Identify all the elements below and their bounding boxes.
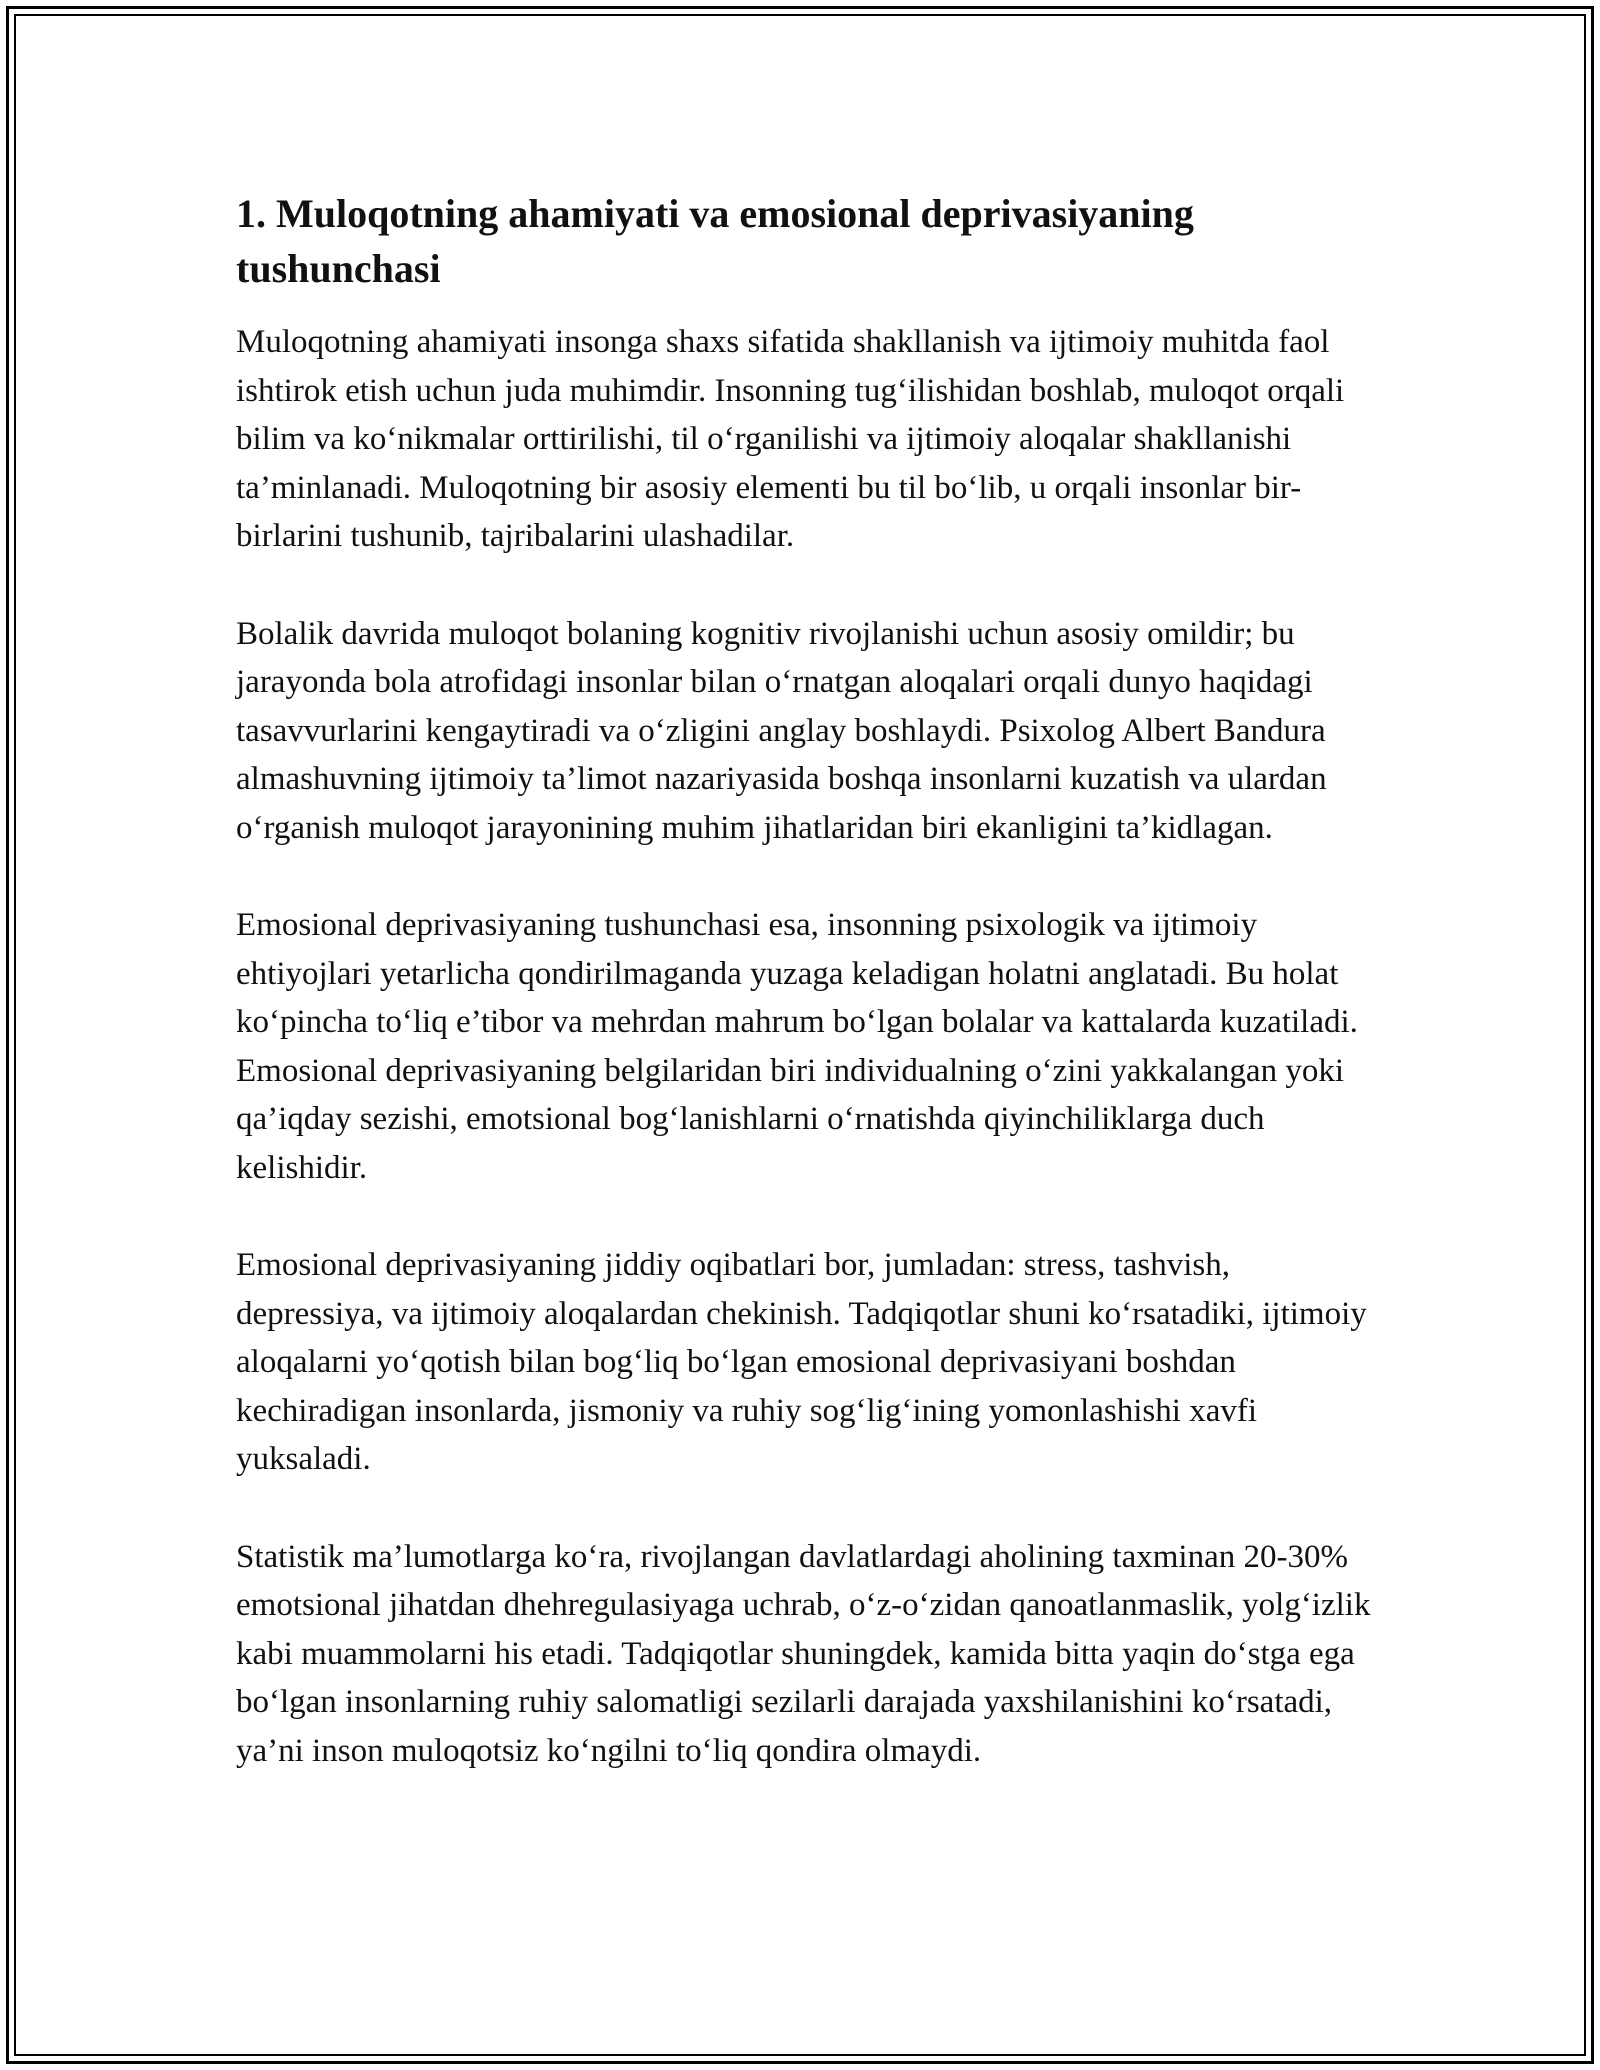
paragraph-statistics: Statistik ma’lumotlarga ko‘ra, rivojlangan davlatlardagi aholining taxminan 20-30% emotsional jihatdan dhehregulasiyaga uchrab, o‘z-o‘zidan qanoatlanmaslik, yolg‘izlik kabi muammolarni his etadi. Tadqiqotlar shuningdek, kamida bitta yaqin do‘stga ega bo‘lgan insonlarning ruhiy salomatligi sezilarli darajada yaxshilanishini ko‘rsatadi, ya’ni inson muloqotsiz ko‘ngilni to‘liq qondira olmaydi. [236, 1538, 1371, 1769]
paragraph-deprivation-consequences: Emosional deprivasiyaning jiddiy oqibatlari bor, jumladan: stress, tashvish, depressiya, va ijtimoiy aloqalardan chekinish. Tadqiqotlar shuni ko‘rsatadiki, ijtimoiy aloqalarni yo‘qotish bilan bog‘liq bo‘lgan emosional deprivasiyani boshdan kechiradigan insonlarda, jismoniy va ruhiy sog‘lig‘ining yomonlashishi xavfi yuksaladi. [236, 1247, 1367, 1477]
paragraph-childhood-communication: Bolalik davrida muloqot bolaning kognitiv rivojlanishi uchun asosiy omildir; bu jarayonda bola atrofidagi insonlar bilan o‘rnatgan aloqalari orqali dunyo haqidagi tasavvurlarini kengaytiradi va o‘zligini anglay boshlaydi. Psixolog Albert Bandura almashuvning ijtimoiy ta’limot nazariyasida boshqa insonlarni kuzatish va ulardan o‘rganish muloqot jarayonining muhim jihatlaridan biri ekanligini ta’kidlagan. [236, 615, 1327, 846]
section-heading: 1. Muloqotning ahamiyati va emosional deprivasiyaning tushunchasi [236, 191, 1194, 291]
document-body [236, 186, 1376, 1775]
paragraph-communication-importance: Muloqotning ahamiyati insonga shaxs sifatida shakllanish va ijtimoiy muhitda faol ishtirok etish uchun juda muhimdir. Insonning tug‘ilishidan boshlab, muloqot orqali bilim va ko‘nikmalar orttirilishi, til o‘rganilishi va ijtimoiy aloqalar shakllanishi ta’minlanadi. Muloqotning bir asosiy elementi bu til bo‘lib, u orqali insonlar bir-birlarini tushunib, tajribalarini ulashadilar. [236, 324, 1345, 554]
paragraph-emotional-deprivation-definition: Emosional deprivasiyaning tushunchasi esa, insonning psixologik va ijtimoiy ehtiyojlari yetarlicha qondirilmaganda yuzaga keladigan holatni anglatadi. Bu holat ko‘pincha to‘liq e’tibor va mehrdan mahrum bo‘lgan bolalar va kattalarda kuzatiladi. Emosional deprivasiyaning belgilaridan biri individualning o‘zini yakkalangan yoki qa’iqday sezishi, emotsional bog‘lanishlarni o‘rnatishda qiyinchiliklarga duch kelishidir. [236, 907, 1358, 1186]
